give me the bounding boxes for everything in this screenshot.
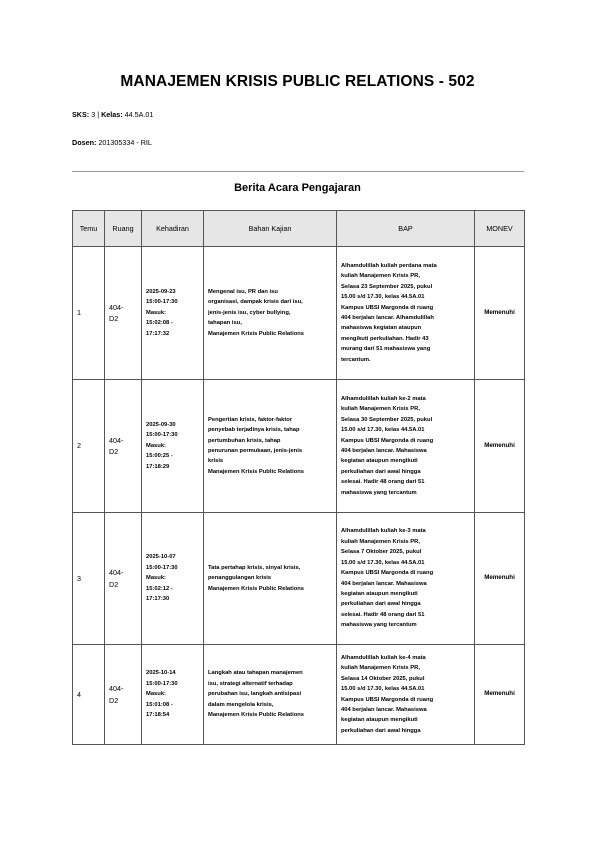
column-header-bap: BAP xyxy=(337,211,475,247)
table-row xyxy=(73,380,525,513)
kehadiran-text: 2025-10-14 15:00-17:30 Masuk: 15:01:08 - 17:18:54 xyxy=(146,670,178,719)
kelas-value: 44.5A.01 xyxy=(124,110,154,119)
dosen-label: Dosen: xyxy=(72,138,97,147)
ruang-cell xyxy=(105,247,142,380)
temu-cell: 1 xyxy=(73,247,105,380)
bap-text: Alhamdulillah kuliah ke-3 mata kuliah Manajemen Krisis PR, Selasa 7 Oktober 2025, pukul 15.00 s/d 17.30, kelas 44.5A.01 Kampus UBSI Margonda di ruang 404 berjalan lancar. Mahasiswa kegiatan ataupun mengikuti perkuliahan dari awal hingga selesai. Hadir 48 orang dari 51 mahasiswa yang tercantum xyxy=(341,528,434,629)
bahan-kajian-cell xyxy=(204,645,337,745)
kehadiran-cell xyxy=(142,247,204,380)
bahan-kajian-text: Langkah atau tahapan manajemen isu, strategi alternatif terhadap perubahan isu, langkah antisipasi dalam mengelola krisis, Manajemen Krisis Public Relations xyxy=(208,670,304,719)
sks-label: SKS: xyxy=(72,110,90,119)
ruang-text: 404- D2 xyxy=(109,684,124,705)
course-meta xyxy=(72,110,153,119)
kelas-label: Kelas: xyxy=(101,110,123,119)
column-header-bahan-kajian: Bahan Kajian xyxy=(204,211,337,247)
bahan-kajian-text: Pengertian krisis, faktor-faktor penyebab terjadinya krisis, tahap pertumbuhan krisis, tahap penurunan permukaan, jenis-jenis krisis Manajemen Krisis Public Relations xyxy=(208,416,304,475)
divider xyxy=(72,171,524,172)
sks-value: 3 xyxy=(91,110,96,119)
ruang-text: 404- D2 xyxy=(109,302,124,323)
dosen-value: 201305334 - RIL xyxy=(98,138,152,147)
table-row xyxy=(73,247,525,380)
bahan-kajian-cell xyxy=(204,380,337,513)
temu-cell: 3 xyxy=(73,513,105,645)
table-row xyxy=(73,645,525,745)
lecturer-meta xyxy=(72,138,152,147)
bap-text: Alhamdulillah kuliah ke-4 mata kuliah Manajemen Krisis PR, Selasa 14 Oktober 2025, pukul 15.00 s/d 17.30, kelas 44.5A.01 Kampus UBSI Margonda di ruang 404 berjalan lancar. Mahasiswa kegiatan ataupun mengikuti perkuliahan dari awal hingga xyxy=(341,654,434,734)
kehadiran-text: 2025-09-30 15:00-17:30 Masuk: 15:00:25 - 17:18:29 xyxy=(146,421,178,470)
bahan-kajian-cell xyxy=(204,513,337,645)
column-header-ruang: Ruang xyxy=(105,211,142,247)
ruang-cell xyxy=(105,513,142,645)
ruang-cell xyxy=(105,645,142,745)
temu-cell: 2 xyxy=(73,380,105,513)
column-header-monev: MONEV xyxy=(475,211,525,247)
section-title: Berita Acara Pengajaran xyxy=(234,182,361,194)
monev-cell: Memenuhi xyxy=(475,513,525,645)
column-header-kehadiran: Kehadiran xyxy=(142,211,204,247)
meta-separator: | xyxy=(97,110,102,119)
monev-cell: Memenuhi xyxy=(475,247,525,380)
bahan-kajian-cell xyxy=(204,247,337,380)
kehadiran-cell xyxy=(142,513,204,645)
monev-cell: Memenuhi xyxy=(475,380,525,513)
course-title: MANAJEMEN KRISIS PUBLIC RELATIONS - 502 xyxy=(120,73,475,90)
bahan-kajian-text: Mengenal isu, PR dan isu organisasi, dampak krisis dari isu, jenis-jenis isu, cyber bullying, tahapan isu, Manajemen Krisis Public Relations xyxy=(208,288,304,337)
temu-cell: 4 xyxy=(73,645,105,745)
bap-text: Alhamdulillah kuliah perdana mata kuliah Manajemen Krisis PR, Selasa 23 September 2025, pukul 15.00 s/d 17.30, kelas 44.5A.01 Kampus UBSI Margonda di ruang 404 berjalan lancar. Alhamdulillah mahasiswa kegiatan ataupun mengikuti perkuliahan. Hadir 43 murang dari 51 mahasiswa yang tercantum. xyxy=(341,262,437,363)
kehadiran-text: 2025-10-07 15:00-17:30 Masuk: 15:02:12 - 17:17:30 xyxy=(146,554,178,603)
bahan-kajian-text: Tata pertahap krisis, sinyal krisis, penanggulangan krisis Manajemen Krisis Public Relations xyxy=(208,564,304,592)
ruang-cell xyxy=(105,380,142,513)
kehadiran-cell xyxy=(142,380,204,513)
bap-cell xyxy=(337,247,475,380)
bap-cell xyxy=(337,645,475,745)
bap-cell xyxy=(337,380,475,513)
table-row xyxy=(73,513,525,645)
kehadiran-cell xyxy=(142,645,204,745)
bap-cell xyxy=(337,513,475,645)
teaching-report-table xyxy=(72,210,525,745)
monev-cell: Memenuhi xyxy=(475,645,525,745)
bap-text: Alhamdulillah kuliah ke-2 mata kuliah Manajemen Krisis PR, Selasa 30 September 2025, pukul 15.00 s/d 17.30, kelas 44.5A.01 Kampus UBSI Margonda di ruang 404 berjalan lancar. Mahasiswa kegiatan ataupun mengikuti perkuliahan dari awal hingga selesai. Hadir 48 orang dari 51 mahasiswa yang tercantum xyxy=(341,395,434,496)
ruang-text: 404- D2 xyxy=(109,435,124,456)
kehadiran-text: 2025-09-23 15:00-17:30 Masuk: 15:02:08 - 17:17:32 xyxy=(146,288,178,337)
ruang-text: 404- D2 xyxy=(109,568,124,589)
table-header-row xyxy=(73,211,525,247)
column-header-temu: Temu xyxy=(73,211,105,247)
